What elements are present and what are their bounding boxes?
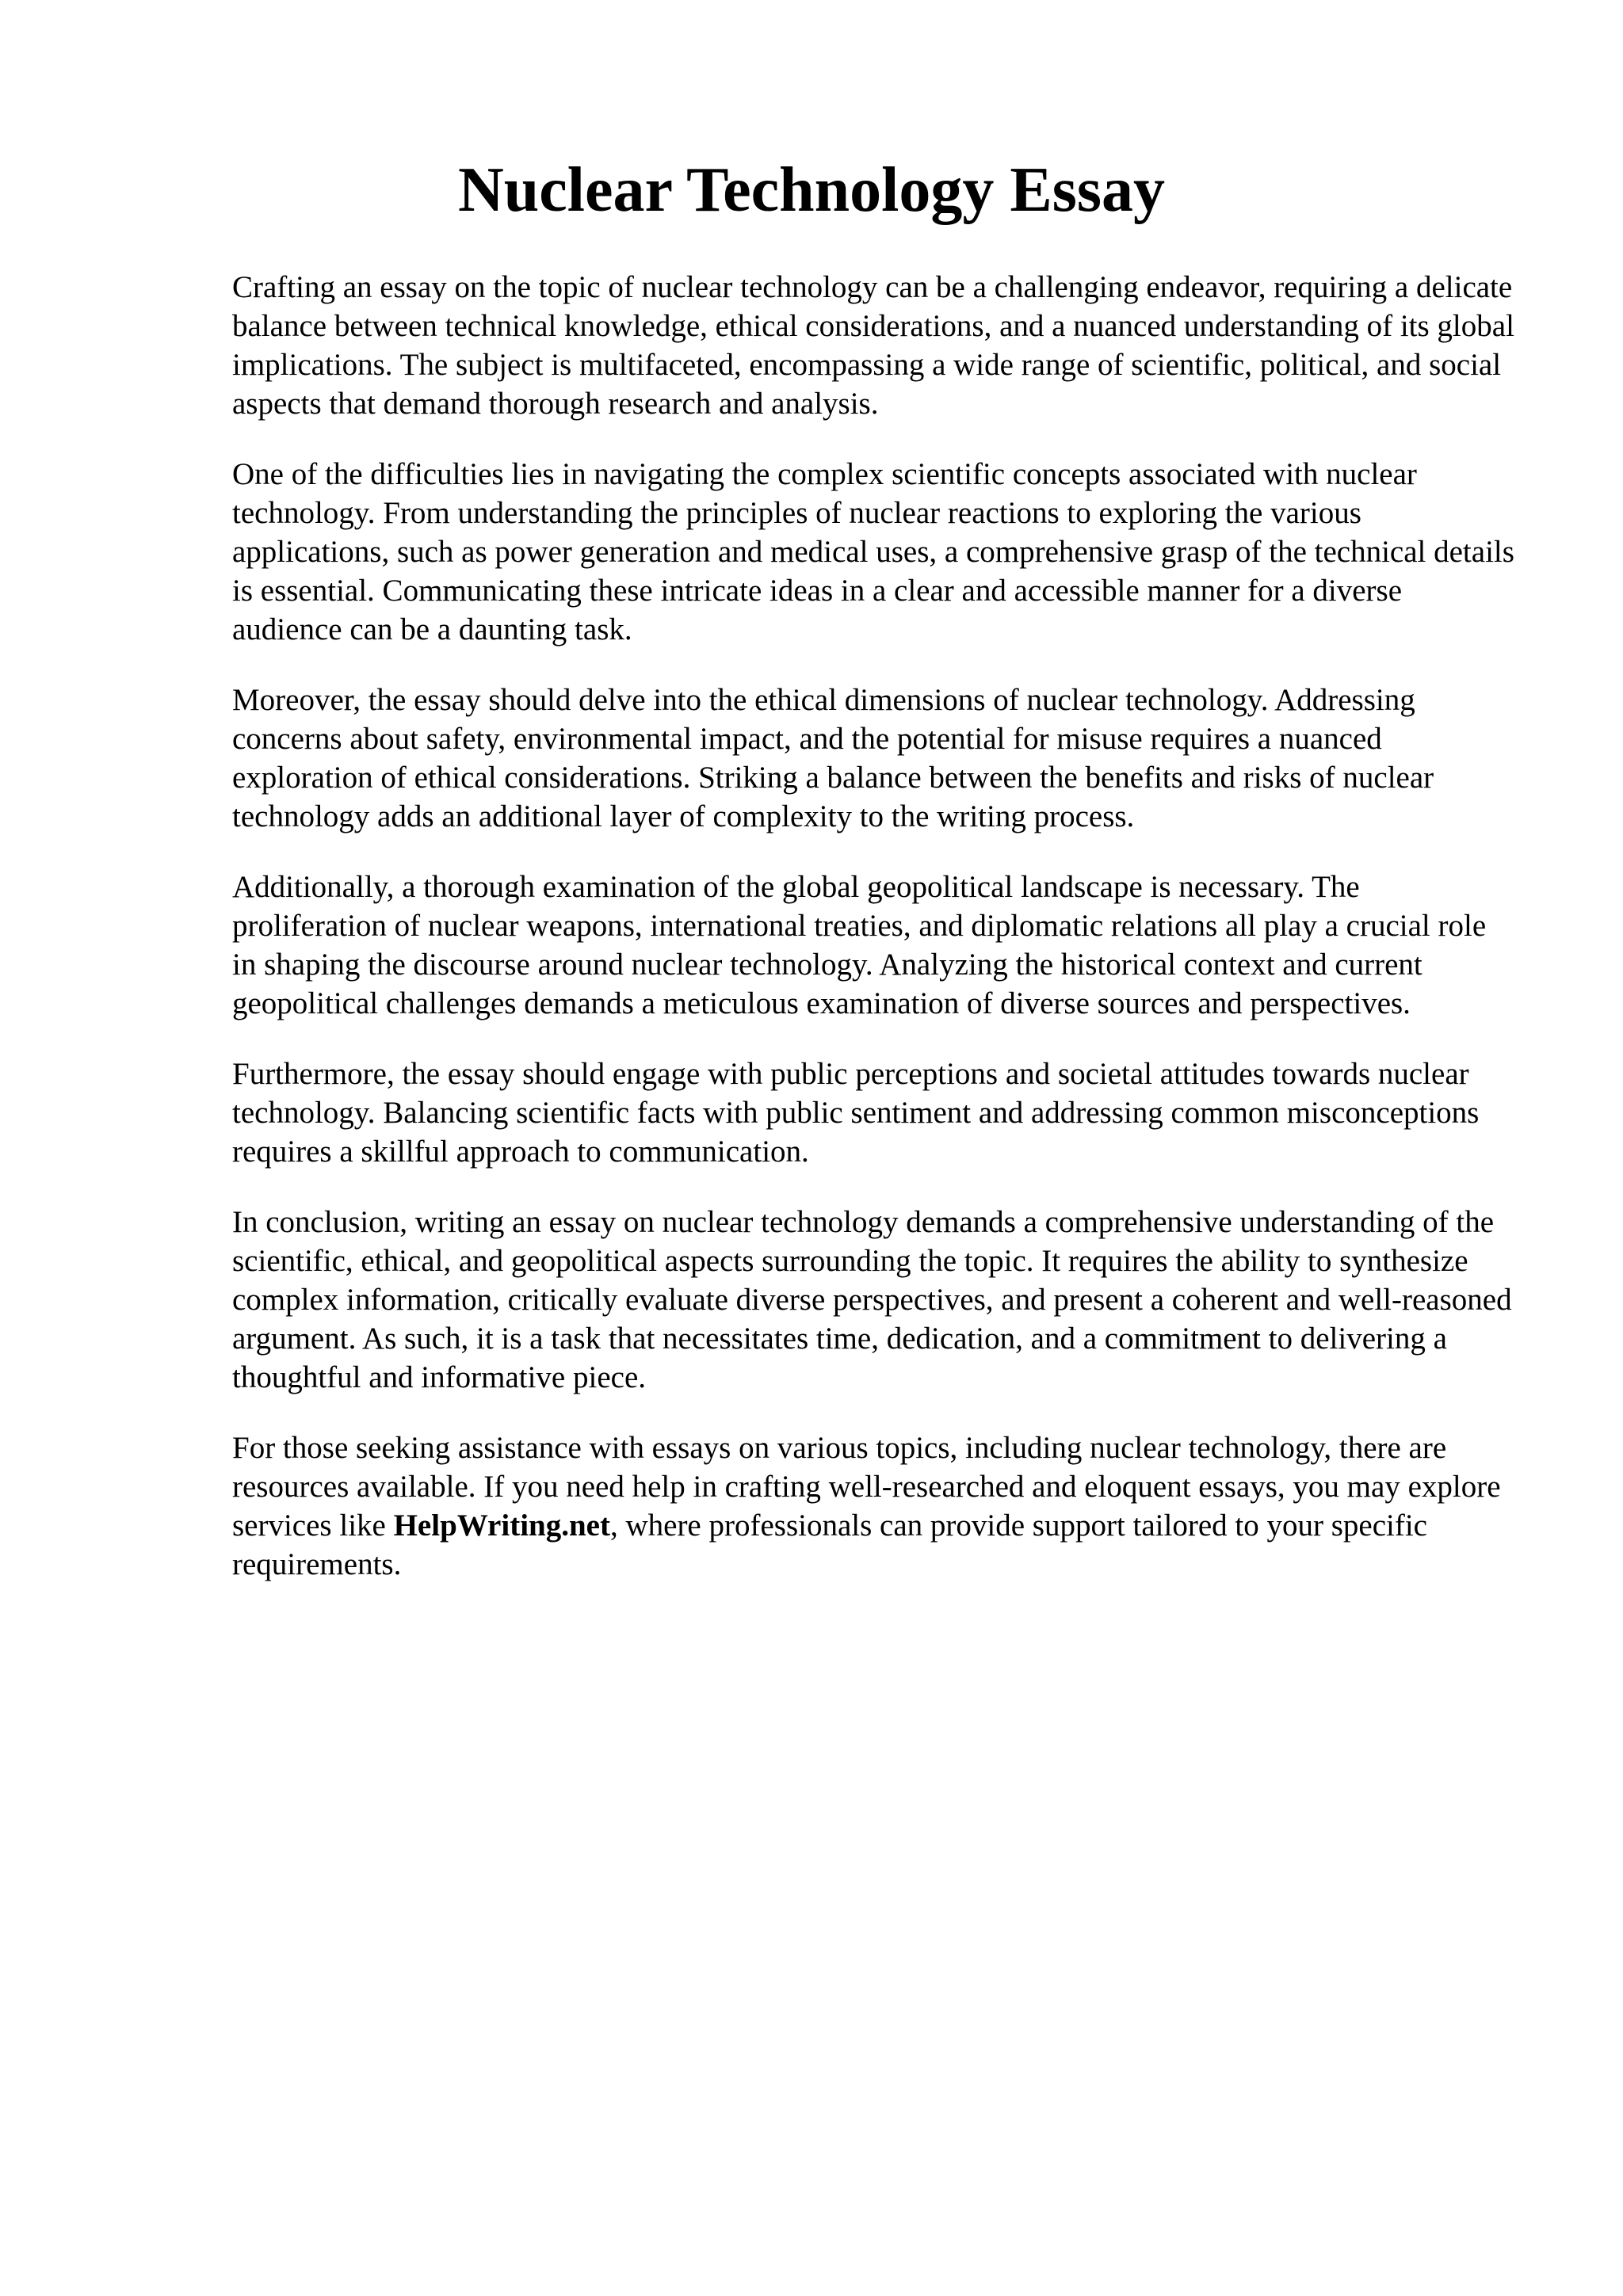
page-title: Nuclear Technology Essay [458,155,1165,225]
essay-body [232,268,1516,1584]
paragraph-scientific: One of the difficulties lies in navigating the complex scientific concepts associated with nuclear technology. From understanding the principles of nuclear reactions to exploring the various applications, such as power generation and medical uses, a comprehensive grasp of the technical details is essential. Communicating these intricate ideas in a clear and accessible manner for a diverse audience can be a daunting task. [232,457,1514,646]
paragraph-intro: Crafting an essay on the topic of nuclear technology can be a challenging endeavor, requiring a delicate balance between technical knowledge, ethical considerations, and a nuanced understanding of its global implications. The subject is multifaceted, encompassing a wide range of scientific, political, and social aspects that demand thorough research and analysis. [232,270,1514,421]
assistance-text-before: For those seeking assistance with essays on various topics, including nuclear technology, there are resources available. If you need help in crafting well-researched and eloquent essays, you may explore services like [232,1431,1501,1543]
paragraph-geopolitical: Additionally, a thorough examination of the global geopolitical landscape is necessary. The proliferation of nuclear weapons, international treaties, and diplomatic relations all play a crucial role in shaping the discourse around nuclear technology. Analyzing the historical context and current geopolitical challenges demands a meticulous examination of diverse sources and perspectives. [232,870,1487,1020]
paragraph-ethical: Moreover, the essay should delve into the ethical dimensions of nuclear technology. Addressing concerns about safety, environmental impact, and the potential for misuse requires a nuanced exploration of ethical considerations. Striking a balance between the benefits and risks of nuclear technology adds an additional layer of complexity to the writing process. [232,683,1434,833]
paragraph-assistance [232,1428,1516,1584]
assistance-text-after: , where professionals can provide support tailored to your specific requirements. [232,1508,1427,1581]
paragraph-public-perception: Furthermore, the essay should engage with public perceptions and societal attitudes towards nuclear technology. Balancing scientific facts with public sentiment and addressing common misconceptions requires a skillful approach to communication. [232,1057,1480,1169]
brand-link[interactable]: HelpWriting.net [393,1508,610,1543]
paragraph-conclusion: In conclusion, writing an essay on nuclear technology demands a comprehensive understanding of the scientific, ethical, and geopolitical aspects surrounding the topic. It requires the ability to synthesize complex information, critically evaluate diverse perspectives, and present a coherent and well-reasoned argument. As such, it is a task that necessitates time, dedication, and a commitment to delivering a thoughtful and informative piece. [232,1205,1512,1394]
